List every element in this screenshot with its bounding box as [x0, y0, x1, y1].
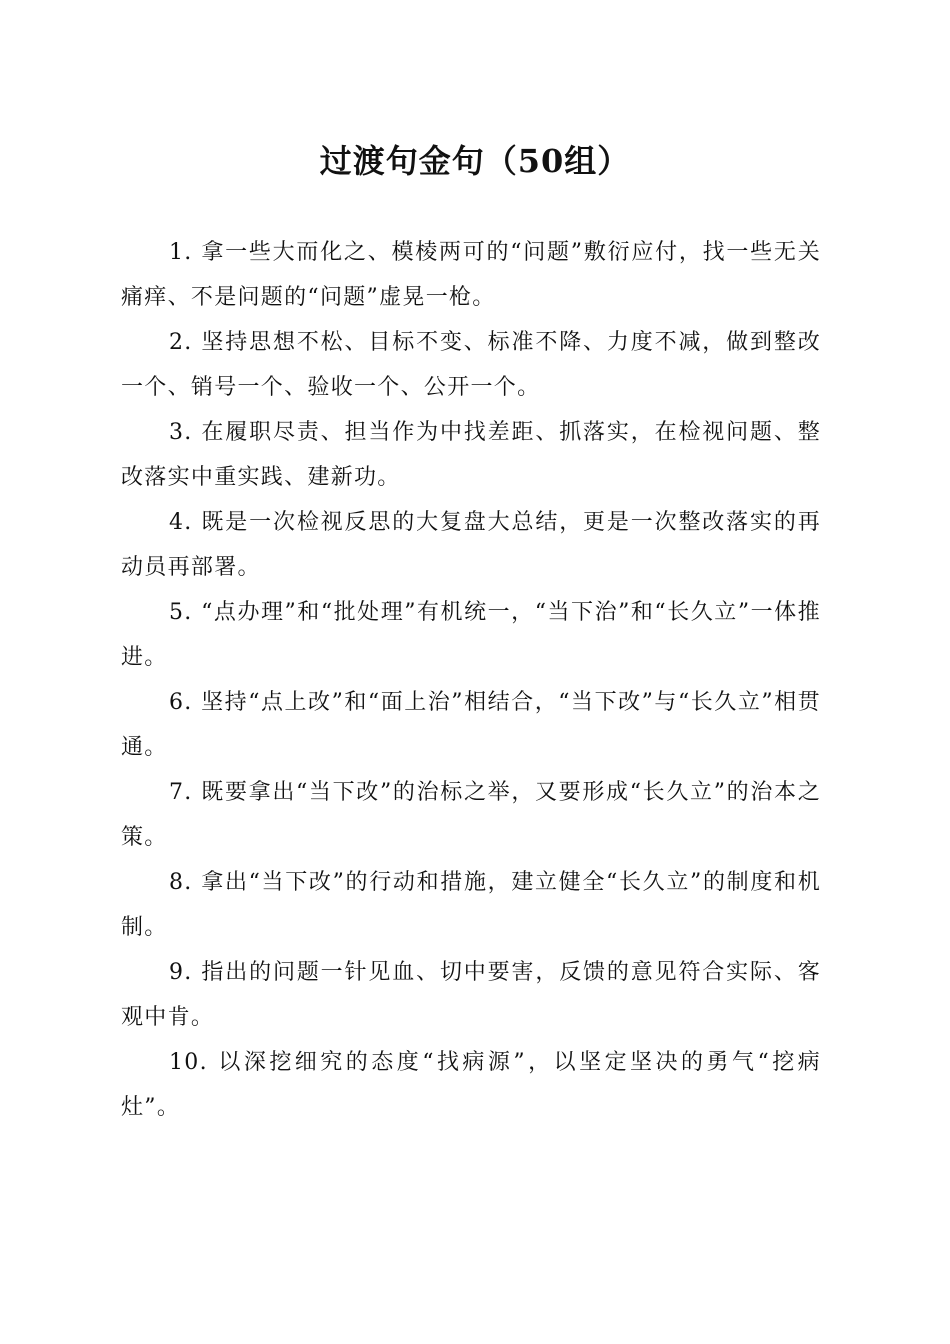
- paragraph-2: 2. 坚持思想不松、目标不变、标准不降、力度不减，做到整改一个、销号一个、验收一个、公开一个。: [121, 330, 821, 400]
- paragraph-3: 3. 在履职尽责、担当作为中找差距、抓落实，在检视问题、整改落实中重实践、建新功。: [121, 420, 821, 490]
- paragraph-1: 1. 拿一些大而化之、模棱两可的“问题”敷衍应付，找一些无关痛痒、不是问题的“问题”虚晃一枪。: [121, 240, 821, 310]
- paragraph-7: 7. 既要拿出“当下改”的治标之举，又要形成“长久立”的治本之策。: [121, 780, 821, 850]
- paragraph-9: 9. 指出的问题一针见血、切中要害，反馈的意见符合实际、客观中肯。: [121, 960, 821, 1030]
- paragraph-4: 4. 既是一次检视反思的大复盘大总结，更是一次整改落实的再动员再部署。: [121, 510, 821, 580]
- paragraph-6: 6. 坚持“点上改”和“面上治”相结合，“当下改”与“长久立”相贯通。: [121, 690, 821, 760]
- document-title: 过渡句金句（50组）: [319, 142, 631, 180]
- paragraph-8: 8. 拿出“当下改”的行动和措施，建立健全“长久立”的制度和机制。: [121, 870, 821, 940]
- paragraph-10: 10. 以深挖细究的态度“找病源”，以坚定坚决的勇气“挖病灶”。: [121, 1050, 821, 1120]
- document-body: [121, 230, 821, 1130]
- paragraph-5: 5. “点办理”和“批处理”有机统一，“当下治”和“长久立”一体推进。: [121, 600, 821, 670]
